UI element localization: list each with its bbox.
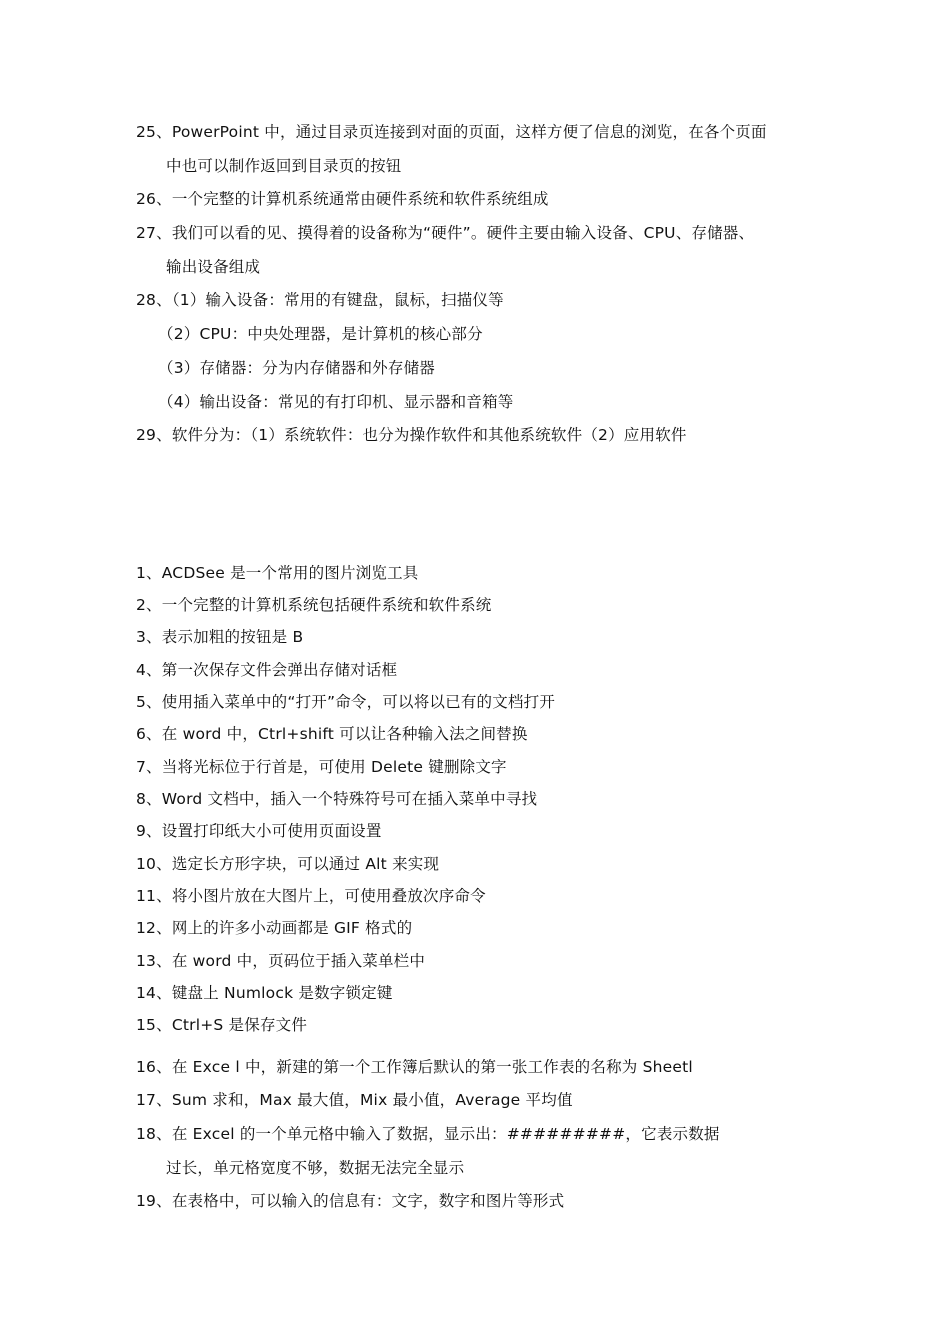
item-17: 17、Sum 求和，Max 最大值，Mix 最小值，Average 平均值 [136,1091,573,1109]
item-28-part-3: （3）存储器：分为内存储器和外存储器 [158,359,435,377]
item-16: 16、在 Exce l 中，新建的第一个工作簿后默认的第一张工作表的名称为 Sheetl [136,1058,693,1076]
item-7: 7、当将光标位于行首是，可使用 Delete 键删除文字 [136,758,507,776]
item-18-line-1: 18、在 Excel 的一个单元格中输入了数据，显示出：#########，它表示数据 [136,1125,720,1143]
item-11: 11、将小图片放在大图片上，可使用叠放次序命令 [136,887,486,905]
item-27-line-2: 输出设备组成 [166,258,261,276]
item-28-part-2: （2）CPU：中央处理器，是计算机的核心部分 [158,325,483,343]
item-26: 26、一个完整的计算机系统通常由硬件系统和软件系统组成 [136,190,549,208]
item-19: 19、在表格中，可以输入的信息有：文字，数字和图片等形式 [136,1192,565,1210]
item-13: 13、在 word 中，页码位于插入菜单栏中 [136,952,426,970]
item-5: 5、使用插入菜单中的“打开”命令，可以将以已有的文档打开 [136,693,556,711]
item-1: 1、ACDSee 是一个常用的图片浏览工具 [136,564,419,582]
item-25-line-1: 25、PowerPoint 中，通过目录页连接到对面的页面，这样方便了信息的浏览，在各个页面 [136,123,767,141]
item-8: 8、Word 文档中，插入一个特殊符号可在插入菜单中寻找 [136,790,538,808]
item-12: 12、网上的许多小动画都是 GIF 格式的 [136,919,413,937]
item-4: 4、第一次保存文件会弹出存储对话框 [136,661,398,679]
item-2: 2、一个完整的计算机系统包括硬件系统和软件系统 [136,596,492,614]
item-18-line-2: 过长，单元格宽度不够，数据无法完全显示 [166,1159,465,1177]
item-10: 10、选定长方形字块，可以通过 Alt 来实现 [136,855,440,873]
item-28-part-4: （4）输出设备：常见的有打印机、显示器和音箱等 [158,393,514,411]
item-25-line-2: 中也可以制作返回到目录页的按钮 [166,157,402,175]
item-29: 29、软件分为：（1）系统软件：也分为操作软件和其他系统软件（2）应用软件 [136,426,687,444]
item-9: 9、设置打印纸大小可使用页面设置 [136,822,382,840]
item-14: 14、键盘上 Numlock 是数字锁定键 [136,984,393,1002]
item-27-line-1: 27、我们可以看的见、摸得着的设备称为“硬件”。硬件主要由输入设备、CPU、存储器、 [136,224,755,242]
item-15: 15、Ctrl+S 是保存文件 [136,1016,308,1034]
item-3: 3、表示加粗的按钮是 B [136,628,304,646]
item-6: 6、在 word 中，Ctrl+shift 可以让各种输入法之间替换 [136,725,528,743]
item-28-part-1: 28、（1）输入设备：常用的有键盘，鼠标，扫描仪等 [136,291,504,309]
